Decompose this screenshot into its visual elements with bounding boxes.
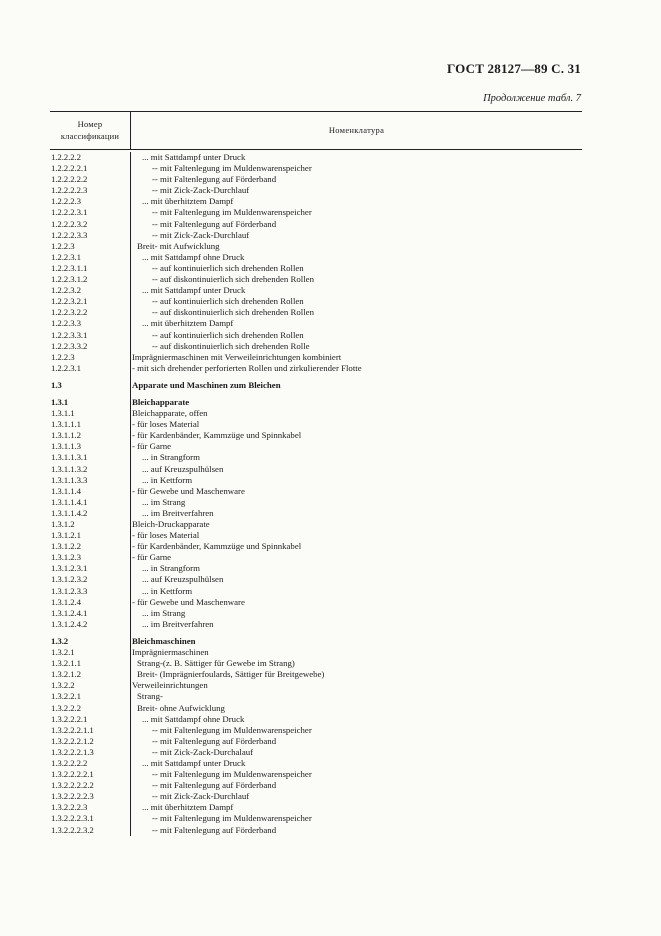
nomenclature-text: Bleich-Druckapparate <box>132 519 210 529</box>
classification-number: 1.3 <box>51 379 62 390</box>
classification-number: 1.3.1.2.4 <box>51 596 81 607</box>
classification-number: 1.2.2.2.3.1 <box>51 207 88 218</box>
classification-number: 1.2.2.3.1.1 <box>51 262 88 273</box>
classification-number: 1.3.2.2.2.3.2 <box>51 824 94 835</box>
classification-number: 1.2.2.2.2.1 <box>51 163 88 174</box>
classification-number: 1.3.1.1.1 <box>51 419 81 430</box>
classification-number: 1.3.2.1.2 <box>51 669 81 680</box>
nomenclature-text: -- mit Faltenlegung auf Förderband <box>152 218 277 229</box>
classification-number: 1.2.2.2.3 <box>51 196 81 207</box>
column-header-number-line1: Номер <box>77 119 103 129</box>
classification-number: 1.3.2.2.2.2 <box>51 757 88 768</box>
nomenclature-text: Breit- mit Aufwicklung <box>137 240 220 251</box>
nomenclature-text: ... mit überhitztem Dampf <box>142 802 234 813</box>
nomenclature-text: Breit- (Imprägnierfoulards, Sättiger für Breitgewebe) <box>137 669 325 680</box>
classification-number: 1.3.2.2.2.1.2 <box>51 735 94 746</box>
nomenclature-text: -- auf kontinuierlich sich drehenden Rollen <box>152 329 304 340</box>
classification-number: 1.3.2.2.2.3 <box>51 802 88 813</box>
classification-number: 1.3.1.2.1 <box>51 530 81 541</box>
nomenclature-text: Verweileinrichtungen <box>132 680 208 691</box>
column-divider <box>130 152 131 836</box>
classification-number: 1.3.1 <box>51 396 69 407</box>
nomenclature-text: ... auf Kreuzspulhülsen <box>142 463 224 474</box>
nomenclature-text: -- auf diskontinuierlich sich drehenden Rollen <box>152 274 314 285</box>
nomenclature-text: ... mit überhitztem Dampf <box>142 196 234 207</box>
classification-number: 1.3.2.2.2.2.2 <box>51 780 94 791</box>
classification-number: 1.3.2.2.2.3.1 <box>51 813 94 824</box>
nomenclature-text: - für Gewebe und Maschenware <box>132 485 245 496</box>
nomenclature-text: - für Garne <box>132 552 172 563</box>
nomenclature-text: -- mit Faltenlegung im Muldenwarenspeicher <box>152 813 312 824</box>
nomenclature-text: ... im Strang <box>142 496 186 507</box>
nomenclature-text: ... im Strang <box>142 607 186 618</box>
nomenclature-text: Strang- <box>137 691 163 702</box>
nomenclature-text: Bleichapparate <box>132 396 190 407</box>
nomenclature-text: ... mit überhitztem Dampf <box>142 318 234 329</box>
nomenclature-text: Imprägniermaschinen <box>132 647 209 658</box>
nomenclature-text: -- mit Faltenlegung im Muldenwarenspeicher <box>152 769 312 780</box>
nomenclature-text: ... in Strangform <box>142 452 200 463</box>
nomenclature-text: - für Kardenbänder, Kammzüge und Spinnkabel <box>132 541 302 552</box>
classification-number: 1.2.2.3.2 <box>51 285 81 296</box>
nomenclature-text: -- mit Faltenlegung auf Förderband <box>152 824 277 835</box>
classification-number: 1.3.1.1.4 <box>51 485 81 496</box>
classification-number: 1.3.1.1.2 <box>51 430 81 441</box>
nomenclature-text: Breit- ohne Aufwicklung <box>137 702 225 713</box>
classification-number: 1.3.1.2.3.3 <box>51 585 88 596</box>
nomenclature-text: ... auf Kreuzspulhülsen <box>142 574 224 585</box>
classification-number: 1.3.1.1.3.1 <box>51 452 88 463</box>
nomenclature-text: Bleichapparate, offen <box>132 408 208 419</box>
nomenclature-text: -- mit Faltenlegung auf Förderband <box>152 735 277 746</box>
classification-number: 1.3.1.1.3.2 <box>51 463 88 474</box>
classification-number: 1.3.1.2 <box>51 519 75 529</box>
classification-table <box>50 111 582 836</box>
nomenclature-text: ... in Kettform <box>142 474 193 485</box>
classification-number: 1.3.2.2.2.1 <box>51 713 88 724</box>
nomenclature-text: - mit sich drehender perforierten Rollen und zirkulierender Flotte <box>132 362 362 373</box>
nomenclature-text: -- mit Faltenlegung auf Förderband <box>152 780 277 791</box>
nomenclature-text: -- auf kontinuierlich sich drehenden Rollen <box>152 262 304 273</box>
classification-number: 1.3.1.1.3 <box>51 441 81 452</box>
classification-number: 1.3.2.2.2.1.3 <box>51 746 94 757</box>
nomenclature-text: -- mit Faltenlegung auf Förderband <box>152 174 277 185</box>
classification-number: 1.3.1.2.3.1 <box>51 563 88 574</box>
classification-number: 1.2.2.3.2.2 <box>51 307 88 318</box>
nomenclature-text: ... mit Sattdampf ohne Druck <box>142 251 245 262</box>
nomenclature-text: - für Kardenbänder, Kammzüge und Spinnkabel <box>132 430 302 441</box>
nomenclature-text: Apparate und Maschinen zum Bleichen <box>132 379 281 390</box>
classification-number: 1.3.2.2.2 <box>51 702 81 713</box>
table-body <box>50 152 582 836</box>
nomenclature-text: ... im Breitverfahren <box>142 507 214 518</box>
page-header: ГОСТ 28127—89 С. 31 <box>447 61 581 76</box>
nomenclature-text: -- auf diskontinuierlich sich drehenden Rollen <box>152 307 314 318</box>
classification-number: 1.2.2.3.3.2 <box>51 340 88 351</box>
table-header <box>50 111 582 150</box>
nomenclature-text: -- mit Zick-Zack-Durchlauf <box>152 229 250 240</box>
nomenclature-text: Imprägniermaschinen mit Verweileinrichtungen kombiniert <box>132 351 342 362</box>
table-continuation-caption: Продолжение табл. 7 <box>483 93 581 104</box>
column-header-number <box>50 118 130 142</box>
classification-number: 1.3.2 <box>51 635 69 646</box>
nomenclature-text: - für loses Material <box>132 419 200 430</box>
classification-number: 1.2.2.3.2.1 <box>51 296 88 307</box>
nomenclature-text: ... in Strangform <box>142 563 200 574</box>
classification-number: 1.3.2.2.2.2.3 <box>51 791 94 802</box>
nomenclature-text: -- auf diskontinuierlich sich drehenden Rolle <box>152 340 310 351</box>
classification-number: 1.3.2.2.1 <box>51 691 81 702</box>
classification-number: 1.3.1.2.4.2 <box>51 618 88 629</box>
classification-number: 1.2.2.3.1 <box>51 251 81 262</box>
classification-number: 1.3.2.2 <box>51 680 75 691</box>
classification-number: 1.2.2.2.2 <box>51 152 81 162</box>
nomenclature-text: -- mit Faltenlegung im Muldenwarenspeicher <box>152 207 312 218</box>
classification-number: 1.3.2.2.2.2.1 <box>51 769 94 780</box>
classification-number: 1.2.2.3.3 <box>51 318 81 329</box>
classification-number: 1.2.2.2.2.3 <box>51 185 88 196</box>
classification-number: 1.2.2.2.3.3 <box>51 229 88 240</box>
classification-number: 1.3.1.2.4.1 <box>51 607 88 618</box>
nomenclature-text: ... mit Sattdampf unter Druck <box>142 285 246 296</box>
classification-number: 1.2.2.3.1 <box>51 362 81 373</box>
nomenclature-text: - für Gewebe und Maschenware <box>132 596 245 607</box>
nomenclature-text: ... mit Sattdampf ohne Druck <box>142 713 245 724</box>
nomenclature-text: ... im Breitverfahren <box>142 618 214 629</box>
nomenclature-text: ... mit Sattdampf unter Druck <box>142 152 246 162</box>
nomenclature-text: -- mit Zick-Zack-Durchlauf <box>152 791 250 802</box>
nomenclature-text: -- mit Zick-Zack-Durchlauf <box>152 185 250 196</box>
classification-number: 1.3.1.1.4.2 <box>51 507 88 518</box>
classification-number: 1.3.1.1.4.1 <box>51 496 88 507</box>
classification-number: 1.3.1.1.3.3 <box>51 474 88 485</box>
nomenclature-text: Strang-(z. B. Sättiger für Gewebe im Strang) <box>137 658 295 669</box>
classification-number: 1.2.2.3.1.2 <box>51 274 88 285</box>
nomenclature-text: ... mit Sattdampf unter Druck <box>142 757 246 768</box>
classification-number: 1.3.1.2.3 <box>51 552 81 563</box>
column-header-nomenclature: Номенклатура <box>328 125 385 135</box>
classification-number: 1.2.2.2.2.2 <box>51 174 88 185</box>
classification-number: 1.3.2.1.1 <box>51 658 81 669</box>
nomenclature-text: - für Garne <box>132 441 172 452</box>
classification-number: 1.2.2.3.3.1 <box>51 329 88 340</box>
classification-number: 1.3.1.2.3.2 <box>51 574 88 585</box>
classification-number: 1.2.2.2.3.2 <box>51 218 88 229</box>
nomenclature-text: -- mit Zick-Zack-Durchalauf <box>152 746 254 757</box>
classification-number: 1.3.2.1 <box>51 647 75 658</box>
classification-number: 1.2.2.3 <box>51 351 75 362</box>
classification-number: 1.3.2.2.2.1.1 <box>51 724 94 735</box>
nomenclature-text: -- mit Faltenlegung im Muldenwarenspeicher <box>152 724 312 735</box>
column-header-number-line2: классификации <box>60 131 120 141</box>
nomenclature-text: -- mit Faltenlegung im Muldenwarenspeicher <box>152 163 312 174</box>
nomenclature-text: Bleichmaschinen <box>132 635 196 646</box>
classification-number: 1.3.1.2.2 <box>51 541 81 552</box>
nomenclature-text: -- auf kontinuierlich sich drehenden Rollen <box>152 296 304 307</box>
nomenclature-text: - für loses Material <box>132 530 200 541</box>
classification-number: 1.2.2.3 <box>51 240 75 251</box>
nomenclature-text: ... in Kettform <box>142 585 193 596</box>
classification-number: 1.3.1.1 <box>51 408 75 419</box>
